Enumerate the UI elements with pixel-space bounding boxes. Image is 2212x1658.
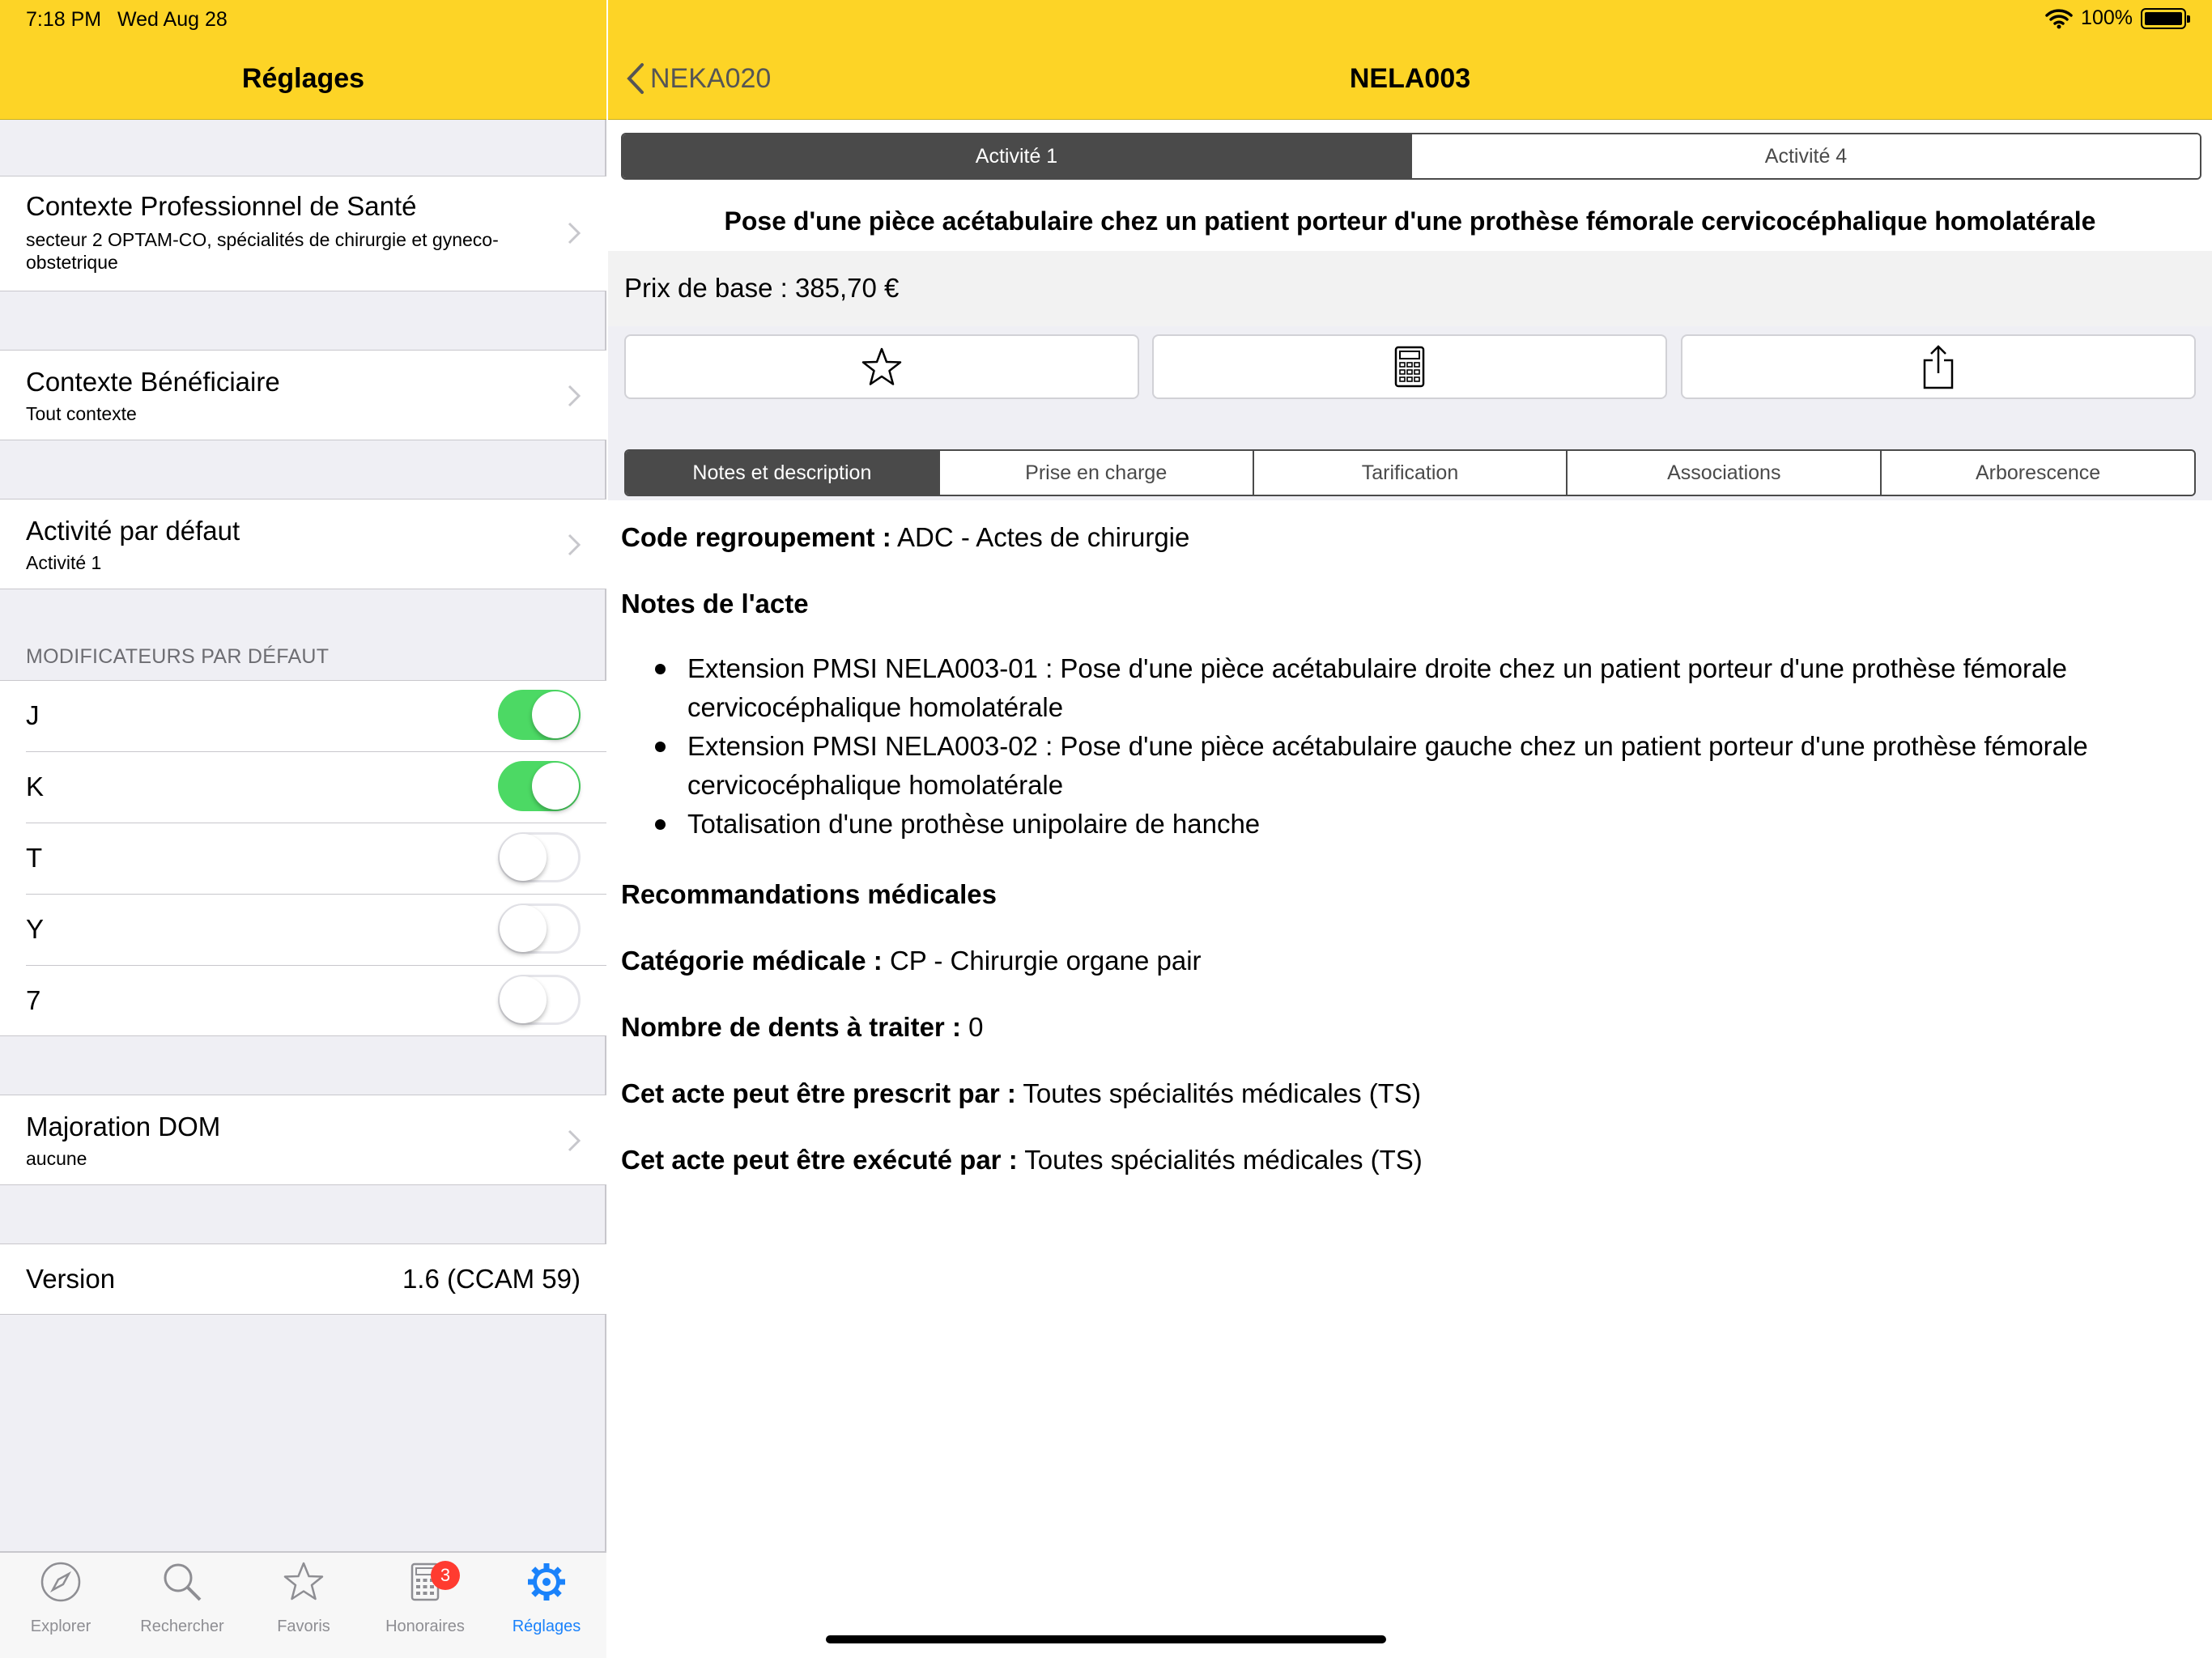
settings-panel <box>0 0 606 1658</box>
tab-label: Rechercher <box>140 1618 224 1635</box>
tab-label: Explorer <box>30 1618 91 1635</box>
execute-label: Cet acte peut être exécuté par : <box>621 1145 1018 1175</box>
tab-notes-description[interactable]: Notes et description <box>626 451 938 495</box>
nombre-dents <box>621 1012 983 1043</box>
code-regroupement-value: ADC - Actes de chirurgie <box>891 522 1190 552</box>
battery-icon <box>2141 8 2186 29</box>
calculator-icon <box>1393 346 1426 388</box>
version-value: 1.6 (CCAM 59) <box>402 1264 581 1294</box>
contexte-professionnel-cell[interactable] <box>0 176 606 291</box>
favorite-button[interactable] <box>624 334 1139 399</box>
modifier-row-k <box>0 752 606 823</box>
tab-prise-en-charge[interactable]: Prise en charge <box>938 451 1253 495</box>
honoraires-badge: 3 <box>431 1561 460 1590</box>
modifier-7-switch[interactable] <box>498 975 581 1025</box>
detail-segmented-control <box>624 449 2196 496</box>
price-area <box>608 251 2212 327</box>
tab-label: Honoraires <box>385 1618 465 1635</box>
contexte-beneficiaire-subtitle: Tout contexte <box>26 403 137 424</box>
majoration-dom-title: Majoration DOM <box>26 1112 221 1141</box>
note-text: Totalisation d'une prothèse unipolaire de hanche <box>687 809 1261 839</box>
tab-explorer[interactable] <box>0 1553 121 1658</box>
base-price: Prix de base : 385,70 € <box>624 273 900 303</box>
search-icon <box>161 1561 203 1603</box>
tab-label: Réglages <box>512 1618 581 1635</box>
calculator-button[interactable] <box>1152 334 1667 399</box>
modifier-label: Y <box>26 914 45 944</box>
contexte-professionnel-title: Contexte Professionnel de Santé <box>26 191 417 221</box>
tab-honoraires[interactable] <box>364 1553 486 1658</box>
dents-label: Nombre de dents à traiter : <box>621 1012 961 1042</box>
share-button[interactable] <box>1681 334 2196 399</box>
modifier-label: K <box>26 772 45 801</box>
chevron-right-icon <box>568 385 581 407</box>
modifiers-group <box>0 680 606 1036</box>
categorie-value: CP - Chirurgie organe pair <box>882 946 1202 976</box>
home-indicator <box>826 1635 1386 1643</box>
note-text: Extension PMSI NELA003-01 : Pose d'une pièce acétabulaire droite chez un patient porteur d'une prothèse fémorale cervicocéphalique homolatérale <box>687 653 2067 722</box>
prescrit-par <box>621 1078 1421 1109</box>
back-label: NEKA020 <box>650 62 772 94</box>
chevron-right-icon <box>568 534 581 556</box>
activity-segmented-control <box>621 133 2201 180</box>
modifier-row-j <box>0 681 606 752</box>
recommandations-text: Recommandations médicales <box>621 879 997 909</box>
version-cell <box>0 1244 606 1315</box>
prescrit-value: Toutes spécialités médicales (TS) <box>1015 1078 1421 1108</box>
tab-associations[interactable]: Associations <box>1566 451 1880 495</box>
code-regroupement-label: Code regroupement : <box>621 522 891 552</box>
gear-icon <box>525 1561 568 1603</box>
status-time: 7:18 PM <box>26 8 102 31</box>
chevron-right-icon <box>568 1129 581 1152</box>
tab-bar <box>0 1551 606 1658</box>
chevron-right-icon <box>568 222 581 244</box>
status-right <box>2045 6 2186 30</box>
battery-percent: 100% <box>2081 6 2133 29</box>
status-date: Wed Aug 28 <box>117 8 228 31</box>
categorie-medicale <box>621 946 1202 976</box>
status-bar <box>0 0 2212 37</box>
star-icon <box>861 346 903 387</box>
note-text: Extension PMSI NELA003-02 : Pose d'une pièce acétabulaire gauche chez un patient porteur d'une prothèse fémorale cervicocéphalique homolatérale <box>687 731 2088 800</box>
contexte-professionnel-subtitle: secteur 2 OPTAM-CO, spécialités de chirurgie et gyneco-obstetrique <box>26 229 499 273</box>
action-bar <box>608 326 2212 415</box>
prescrit-label: Cet acte peut être prescrit par : <box>621 1078 1016 1108</box>
tab-favoris[interactable] <box>243 1553 364 1658</box>
wifi-icon <box>2045 8 2073 29</box>
modifier-j-switch[interactable] <box>498 690 581 740</box>
tab-tarification[interactable]: Tarification <box>1253 451 1567 495</box>
tab-reglages[interactable] <box>486 1553 607 1658</box>
detail-tab-area <box>608 415 2212 500</box>
categorie-label: Catégorie médicale : <box>621 946 883 976</box>
modifier-label: 7 <box>26 985 41 1015</box>
contexte-beneficiaire-title: Contexte Bénéficiaire <box>26 367 280 397</box>
compass-icon <box>40 1561 82 1603</box>
detail-panel <box>608 0 2212 1658</box>
activite-defaut-cell[interactable] <box>0 499 606 589</box>
contexte-beneficiaire-cell[interactable] <box>0 350 606 440</box>
modifier-t-switch[interactable] <box>498 832 581 882</box>
activite-defaut-subtitle: Activité 1 <box>26 552 102 573</box>
execute-value: Toutes spécialités médicales (TS) <box>1017 1145 1423 1175</box>
activity-4-segment[interactable]: Activité 4 <box>1410 134 2200 178</box>
activite-defaut-title: Activité par défaut <box>26 516 240 546</box>
notes-heading-text: Notes de l'acte <box>621 589 809 619</box>
activity-1-segment[interactable]: Activité 1 <box>623 134 1410 178</box>
majoration-dom-cell[interactable] <box>0 1095 606 1185</box>
settings-title: Réglages <box>241 63 365 94</box>
version-label: Version <box>26 1264 116 1294</box>
modifier-row-t <box>0 823 606 895</box>
tab-label: Favoris <box>277 1618 330 1635</box>
modifier-label: J <box>26 700 40 730</box>
notes-heading <box>621 589 809 619</box>
majoration-dom-subtitle: aucune <box>26 1148 87 1169</box>
execute-par <box>621 1145 1423 1175</box>
modifier-label: T <box>26 843 43 873</box>
dents-value: 0 <box>960 1012 984 1042</box>
detail-title: NELA003 <box>1349 63 1471 94</box>
modifier-k-switch[interactable] <box>498 761 581 811</box>
code-regroupement <box>621 522 1189 553</box>
modifier-row-7 <box>0 966 606 1037</box>
modifier-row-y <box>0 895 606 966</box>
modifiers-section-header: MODIFICATEURS PAR DÉFAUT <box>26 645 330 668</box>
modifier-y-switch[interactable] <box>498 903 581 954</box>
share-icon <box>1922 344 1955 389</box>
tab-arborescence[interactable]: Arborescence <box>1880 451 2194 495</box>
act-title: Pose d'une pièce acétabulaire chez un patient porteur d'une prothèse fémorale cervicocéphalique homolatérale <box>724 206 2096 236</box>
star-icon <box>283 1561 325 1603</box>
tab-rechercher[interactable] <box>121 1553 243 1658</box>
recommandations-heading <box>621 879 997 910</box>
